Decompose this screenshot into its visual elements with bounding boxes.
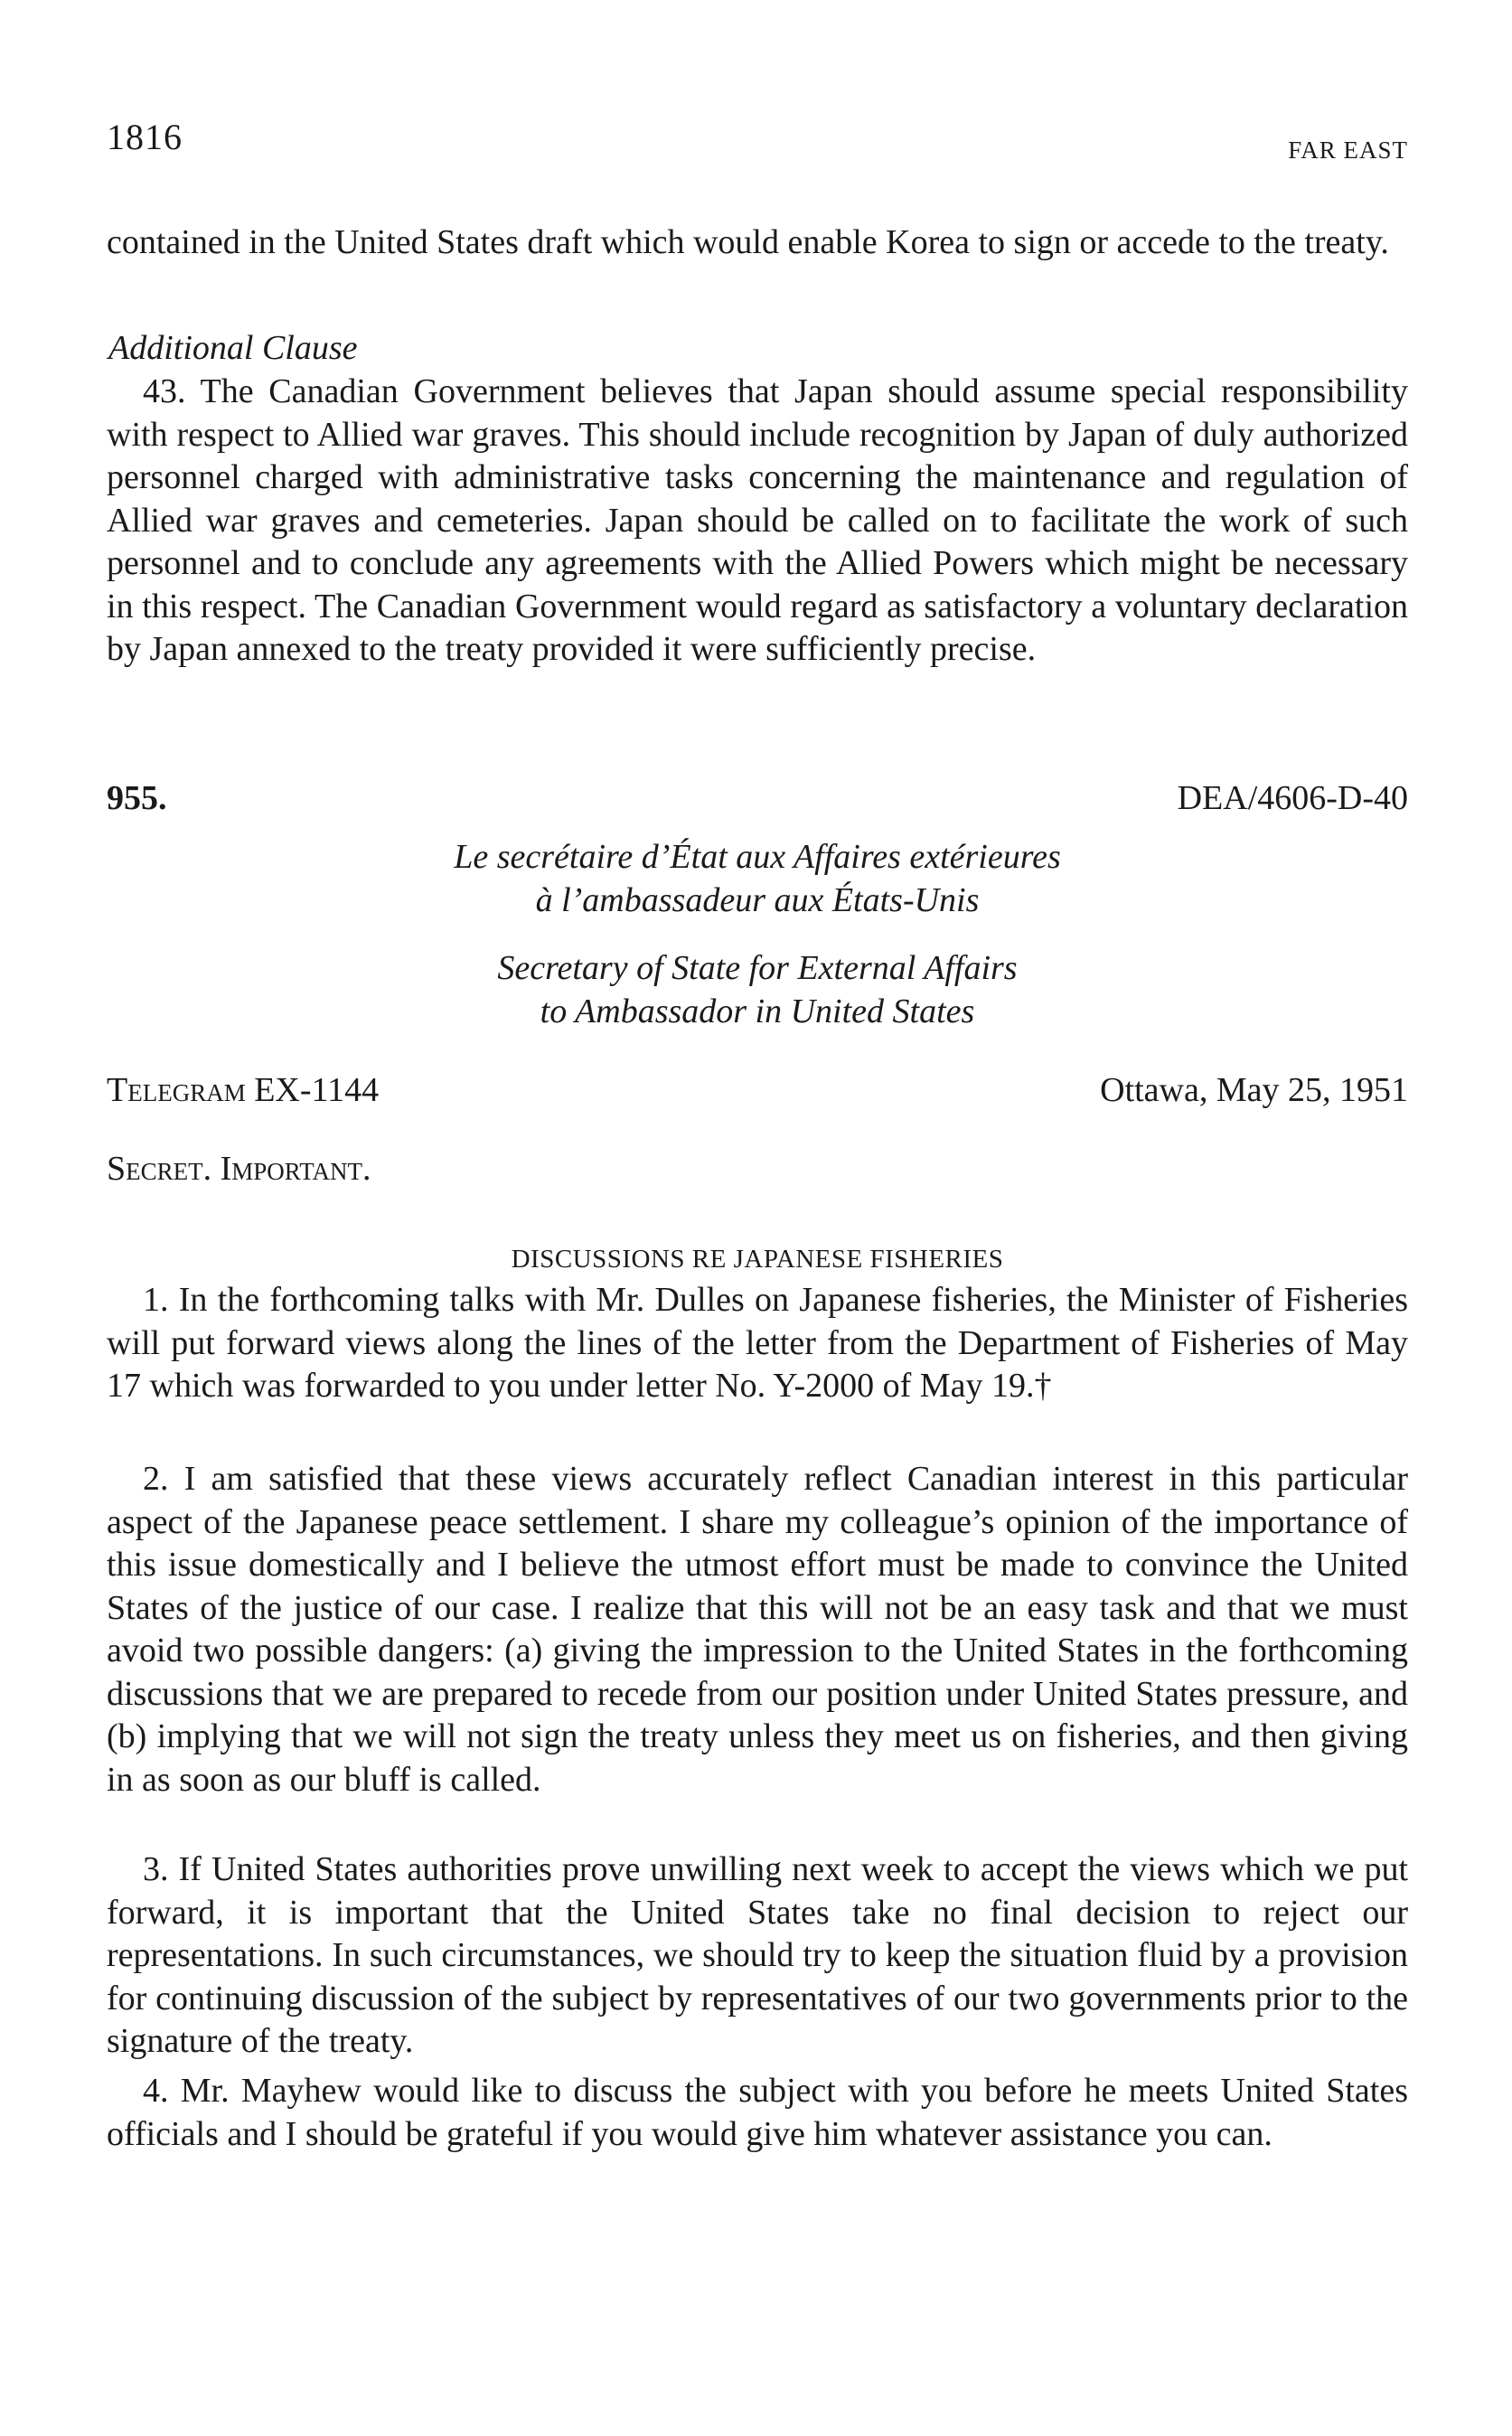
subject-heading: DISCUSSIONS RE JAPANESE FISHERIES	[511, 1245, 1004, 1274]
title-en-line-2: to Ambassador in United States	[540, 992, 975, 1030]
running-header: FAR EAST	[1288, 136, 1408, 164]
paragraph-4: 4. Mr. Mayhew would like to discuss the subject with you before he meets United States officials and I should be grateful if you would give him whatever assistance you can.	[107, 2072, 1408, 2153]
paragraph-3-block	[107, 1848, 1408, 2064]
page-number: 1816	[107, 117, 183, 157]
file-reference: DEA/4606-D-40	[1177, 779, 1408, 817]
classification-row	[107, 1148, 1408, 1191]
paragraph-2-block	[107, 1458, 1408, 1801]
previous-document-continuation	[107, 221, 1408, 265]
paragraph-43: 43. The Canadian Government believes that Japan should assume special responsibility with respect to Allied war graves. This should include recognition by Japan of duly authorized personnel charged with administrative tasks concerning the maintenance and regulation of Allied war graves and cemeteries. Japan should be called on to facilitate the work of such personnel and to conclude any agreements with the Allied Powers which might be necessary in this respect. The Canadian Government would regard as satisfactory a voluntary declaration by Japan annexed to the treaty provided it were sufficiently precise.	[107, 372, 1408, 668]
document-title-english	[107, 947, 1408, 1033]
title-fr-line-2: à l’ambassadeur aux États-Unis	[535, 880, 980, 919]
paragraph-43-block	[107, 371, 1408, 672]
paragraph-3: 3. If United States authorities prove unwilling next week to accept the views which we put forward, it is important that the United States take no final decision to reject our representations. In such circumstances, we should try to keep the situation fluid by a provision for continuing discussion of the subject by representatives of our two governments prior to the signature of the treaty.	[107, 1850, 1408, 2060]
paragraph-1: 1. In the forthcoming talks with Mr. Dulles on Japanese fisheries, the Minister of Fisheries will put forward views along the lines of the letter from the Department of Fisheries of May 17 which was forwarded to you under letter No. Y-2000 of May 19.†	[107, 1281, 1408, 1405]
subheading-additional-clause: Additional Clause	[108, 329, 358, 367]
title-fr-line-1: Le secrétaire d’État aux Affaires extérieures	[454, 838, 1061, 876]
paragraph-4-block	[107, 2070, 1408, 2156]
paragraph-1-block	[107, 1279, 1408, 1408]
paragraph-2: 2. I am satisfied that these views accurately reflect Canadian interest in this particular aspect of the Japanese peace settlement. I share my colleague’s opinion of the importance of this issue domestically and I believe the utmost effort must be made to convince the United States of the justice of our case. I realize that this will not be an easy task and that we must avoid two possible dangers: (a) giving the impression to the United States in the forthcoming discussions that we are prepared to recede from our position under United States pressure, and (b) implying that we will not sign the treaty unless they meet us on fisheries, and then giving in as soon as our bluff is called.	[107, 1460, 1408, 1799]
place-date: Ottawa, May 25, 1951	[1100, 1071, 1408, 1109]
title-en-line-1: Secretary of State for External Affairs	[497, 949, 1018, 987]
subheading-block	[107, 327, 1408, 371]
classification: Secret. Important.	[107, 1150, 371, 1188]
continuation-paragraph: contained in the United States draft which would enable Korea to sign or accede to the treaty.	[107, 223, 1389, 261]
telegram-row	[107, 1069, 1408, 1113]
telegram-number: Telegram EX-1144	[107, 1071, 380, 1109]
document-title-french	[107, 836, 1408, 922]
document-number-row	[107, 777, 1408, 821]
document-number: 955.	[107, 779, 167, 817]
